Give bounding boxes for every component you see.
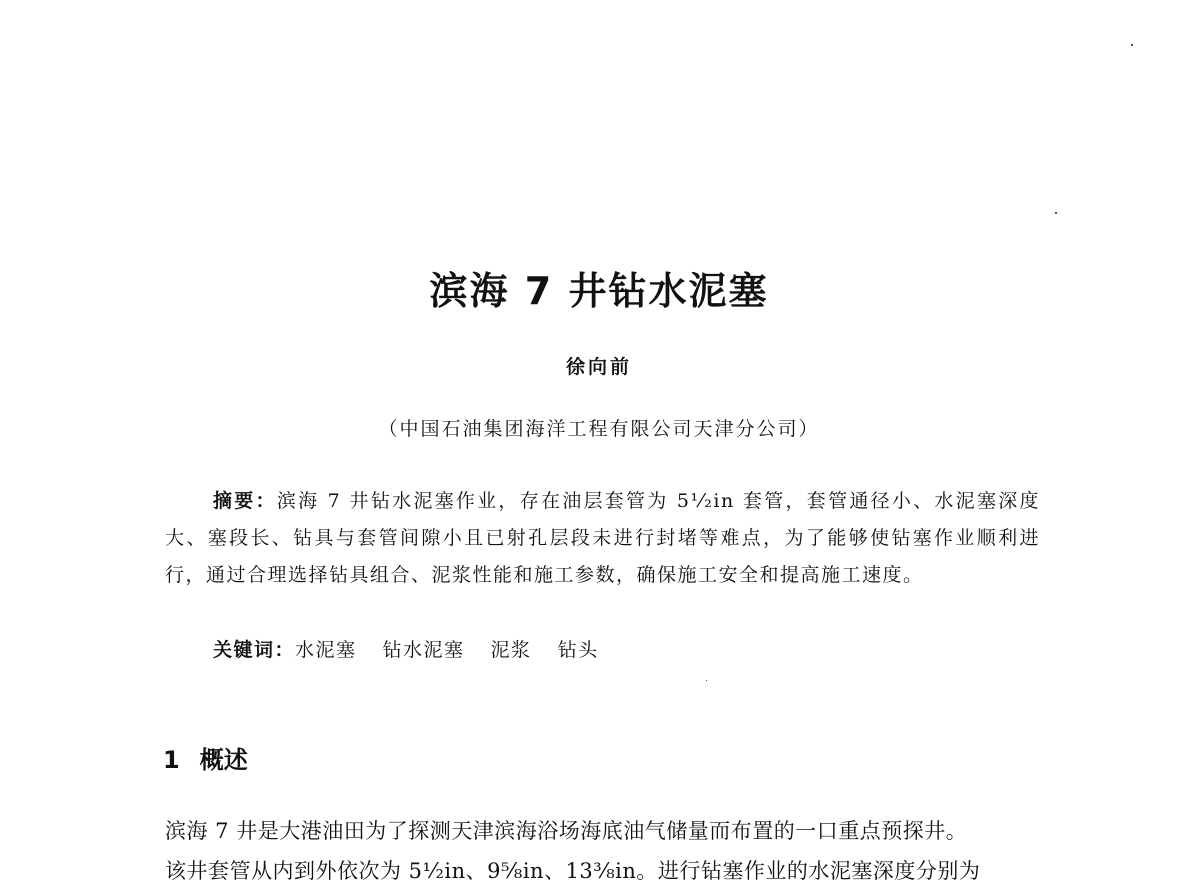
abstract-label: 摘要： bbox=[213, 490, 277, 512]
scan-speck bbox=[1055, 212, 1057, 214]
keyword: 钻头 bbox=[557, 639, 599, 661]
paper-author: 徐向前 bbox=[565, 356, 632, 378]
keyword: 泥浆 bbox=[490, 639, 532, 661]
keywords-line bbox=[213, 632, 625, 669]
keywords-label: 关键词： bbox=[213, 639, 296, 661]
section-heading bbox=[163, 738, 248, 782]
paper-title: 滨海 7 井钻水泥塞 bbox=[429, 269, 769, 313]
keyword: 钻水泥塞 bbox=[382, 639, 465, 661]
section-title: 概述 bbox=[199, 746, 248, 774]
scan-speck bbox=[706, 680, 707, 681]
scan-speck bbox=[1131, 44, 1133, 46]
abstract-text: 滨海 7 井钻水泥塞作业，存在油层套管为 5¹⁄₂in 套管，套管通径小、水泥塞深度大、塞段长、钻具与套管间隙小且已射孔层段未进行封堵等难点，为了能够使钻塞作业顺利进行，通过合理选择钻具组合、泥浆性能和施工参数，确保施工安全和提高施工速度。 bbox=[165, 490, 1040, 586]
abstract-paragraph bbox=[165, 483, 1040, 594]
body-line: 滨海 7 井是大港油田为了探测天津滨海浴场海底油气储量而布置的一口重点预探井。 bbox=[165, 819, 968, 843]
section-number: 1 bbox=[163, 746, 180, 774]
body-line: 该井套管从内到外依次为 5¹⁄₂in、9⁵⁄₈in、13³⁄₈in。进行钻塞作业的水泥塞深度分别为 bbox=[165, 859, 981, 883]
section-body bbox=[165, 811, 1085, 891]
author-affiliation: （中国石油集团海洋工程有限公司天津分公司） bbox=[378, 418, 820, 440]
keyword: 水泥塞 bbox=[295, 639, 357, 661]
